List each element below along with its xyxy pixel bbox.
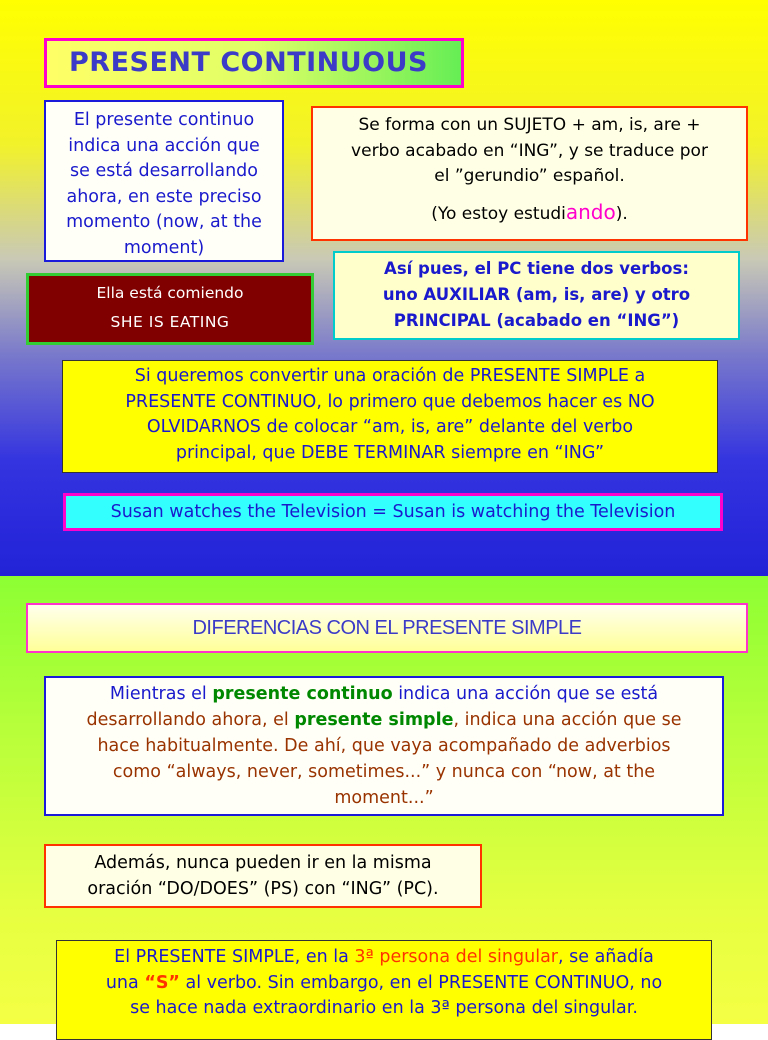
term-s: “S” [144,972,180,993]
section-title [26,603,748,653]
text-run: una [105,972,145,993]
text-run: desarrollando ahora [86,710,262,730]
note-line: oración “DO/DOES” (PS) con “ING” (PC). [87,879,439,899]
comparison-box [44,676,724,816]
conversion-line: principal, que DEBE TERMINAR siempre en “ING” [175,442,605,463]
example-spanish: Ella está comiendo [96,284,244,302]
term-present-simple: presente simple [294,710,454,730]
comparison-line: moment...” [334,788,434,808]
comparison-line: como “always, never, sometimes...” y nunca con “now, at the [112,762,656,782]
comparison-line [46,707,722,733]
formation-line: el ”gerundio” español. [434,166,625,186]
conversion-line: OLVIDARNOS de colocar “am, is, are” delante del verbo [146,417,634,437]
formation-line: verbo acabado en “ING”, y se traduce por [351,140,708,161]
text-run: al verbo. Sin embargo, en el PRESENTE CONTINUO, no [179,972,663,993]
page-title [44,38,464,88]
formation-line: Se forma con un SUJETO + am, is, are + [358,115,701,135]
text-run: , se añadía [558,947,654,967]
definition-line: momento (now, at the [66,212,262,232]
definition-line: moment) [123,237,205,258]
formation-box [311,106,748,241]
example-post: ). [615,203,628,224]
note-line: Además, nunca pueden ir en la misma [94,853,432,873]
term-present-continuous: presente continuo [212,684,393,704]
third-person-box [56,940,712,1040]
definition-box [44,100,284,262]
third-person-line [57,945,711,971]
susan-example-box [63,493,723,531]
text-run: , el [261,710,295,730]
definition-line: El presente continuo [73,110,255,130]
two-verbs-line: Así pues, el PC tiene dos verbos: [384,259,689,278]
comparison-line [46,681,722,707]
definition-line: ahora, en este preciso [66,186,262,207]
conversion-line: PRESENTE CONTINUO, lo primero que debemos hacer es NO [125,391,655,412]
two-verbs-line: PRINCIPAL (acabado en “ING”) [393,311,680,330]
title-text: PRESENT CONTINUOUS [69,47,428,78]
text-run: El PRESENTE SIMPLE, en la [114,947,355,967]
two-verbs-box [333,251,740,340]
definition-line: indica una acción que [68,135,260,156]
do-does-note-box [44,844,482,908]
conversion-box [62,360,718,473]
example-box [26,273,314,345]
text-run: , indica una acción que se [453,710,682,730]
example-english: SHE IS EATING [110,313,230,331]
susan-example-text: Susan watches the Television = Susan is watching the Television [110,502,676,522]
term-third-person: 3ª persona del singular [354,947,558,967]
text-run: Mientras el [109,684,213,704]
formation-example [313,200,746,228]
definition-line: se está desarrollando [70,161,258,181]
conversion-line: Si queremos convertir una oración de PRESENTE SIMPLE a [134,366,646,386]
section-title-text: DIFERENCIAS CON EL PRESENTE SIMPLE [192,617,582,639]
third-person-line: se hace nada extraordinario en la 3ª persona del singular. [130,998,638,1018]
text-run: indica una acción que se está [392,684,659,704]
example-pre: (Yo estoy estudi [431,203,566,224]
comparison-line: hace habitualmente. De ahí, que vaya acompañado de adverbios [97,736,671,756]
example-ending: ando [565,199,616,224]
two-verbs-line: uno AUXILIAR (am, is, are) y otro [382,285,691,304]
third-person-line [57,971,711,997]
